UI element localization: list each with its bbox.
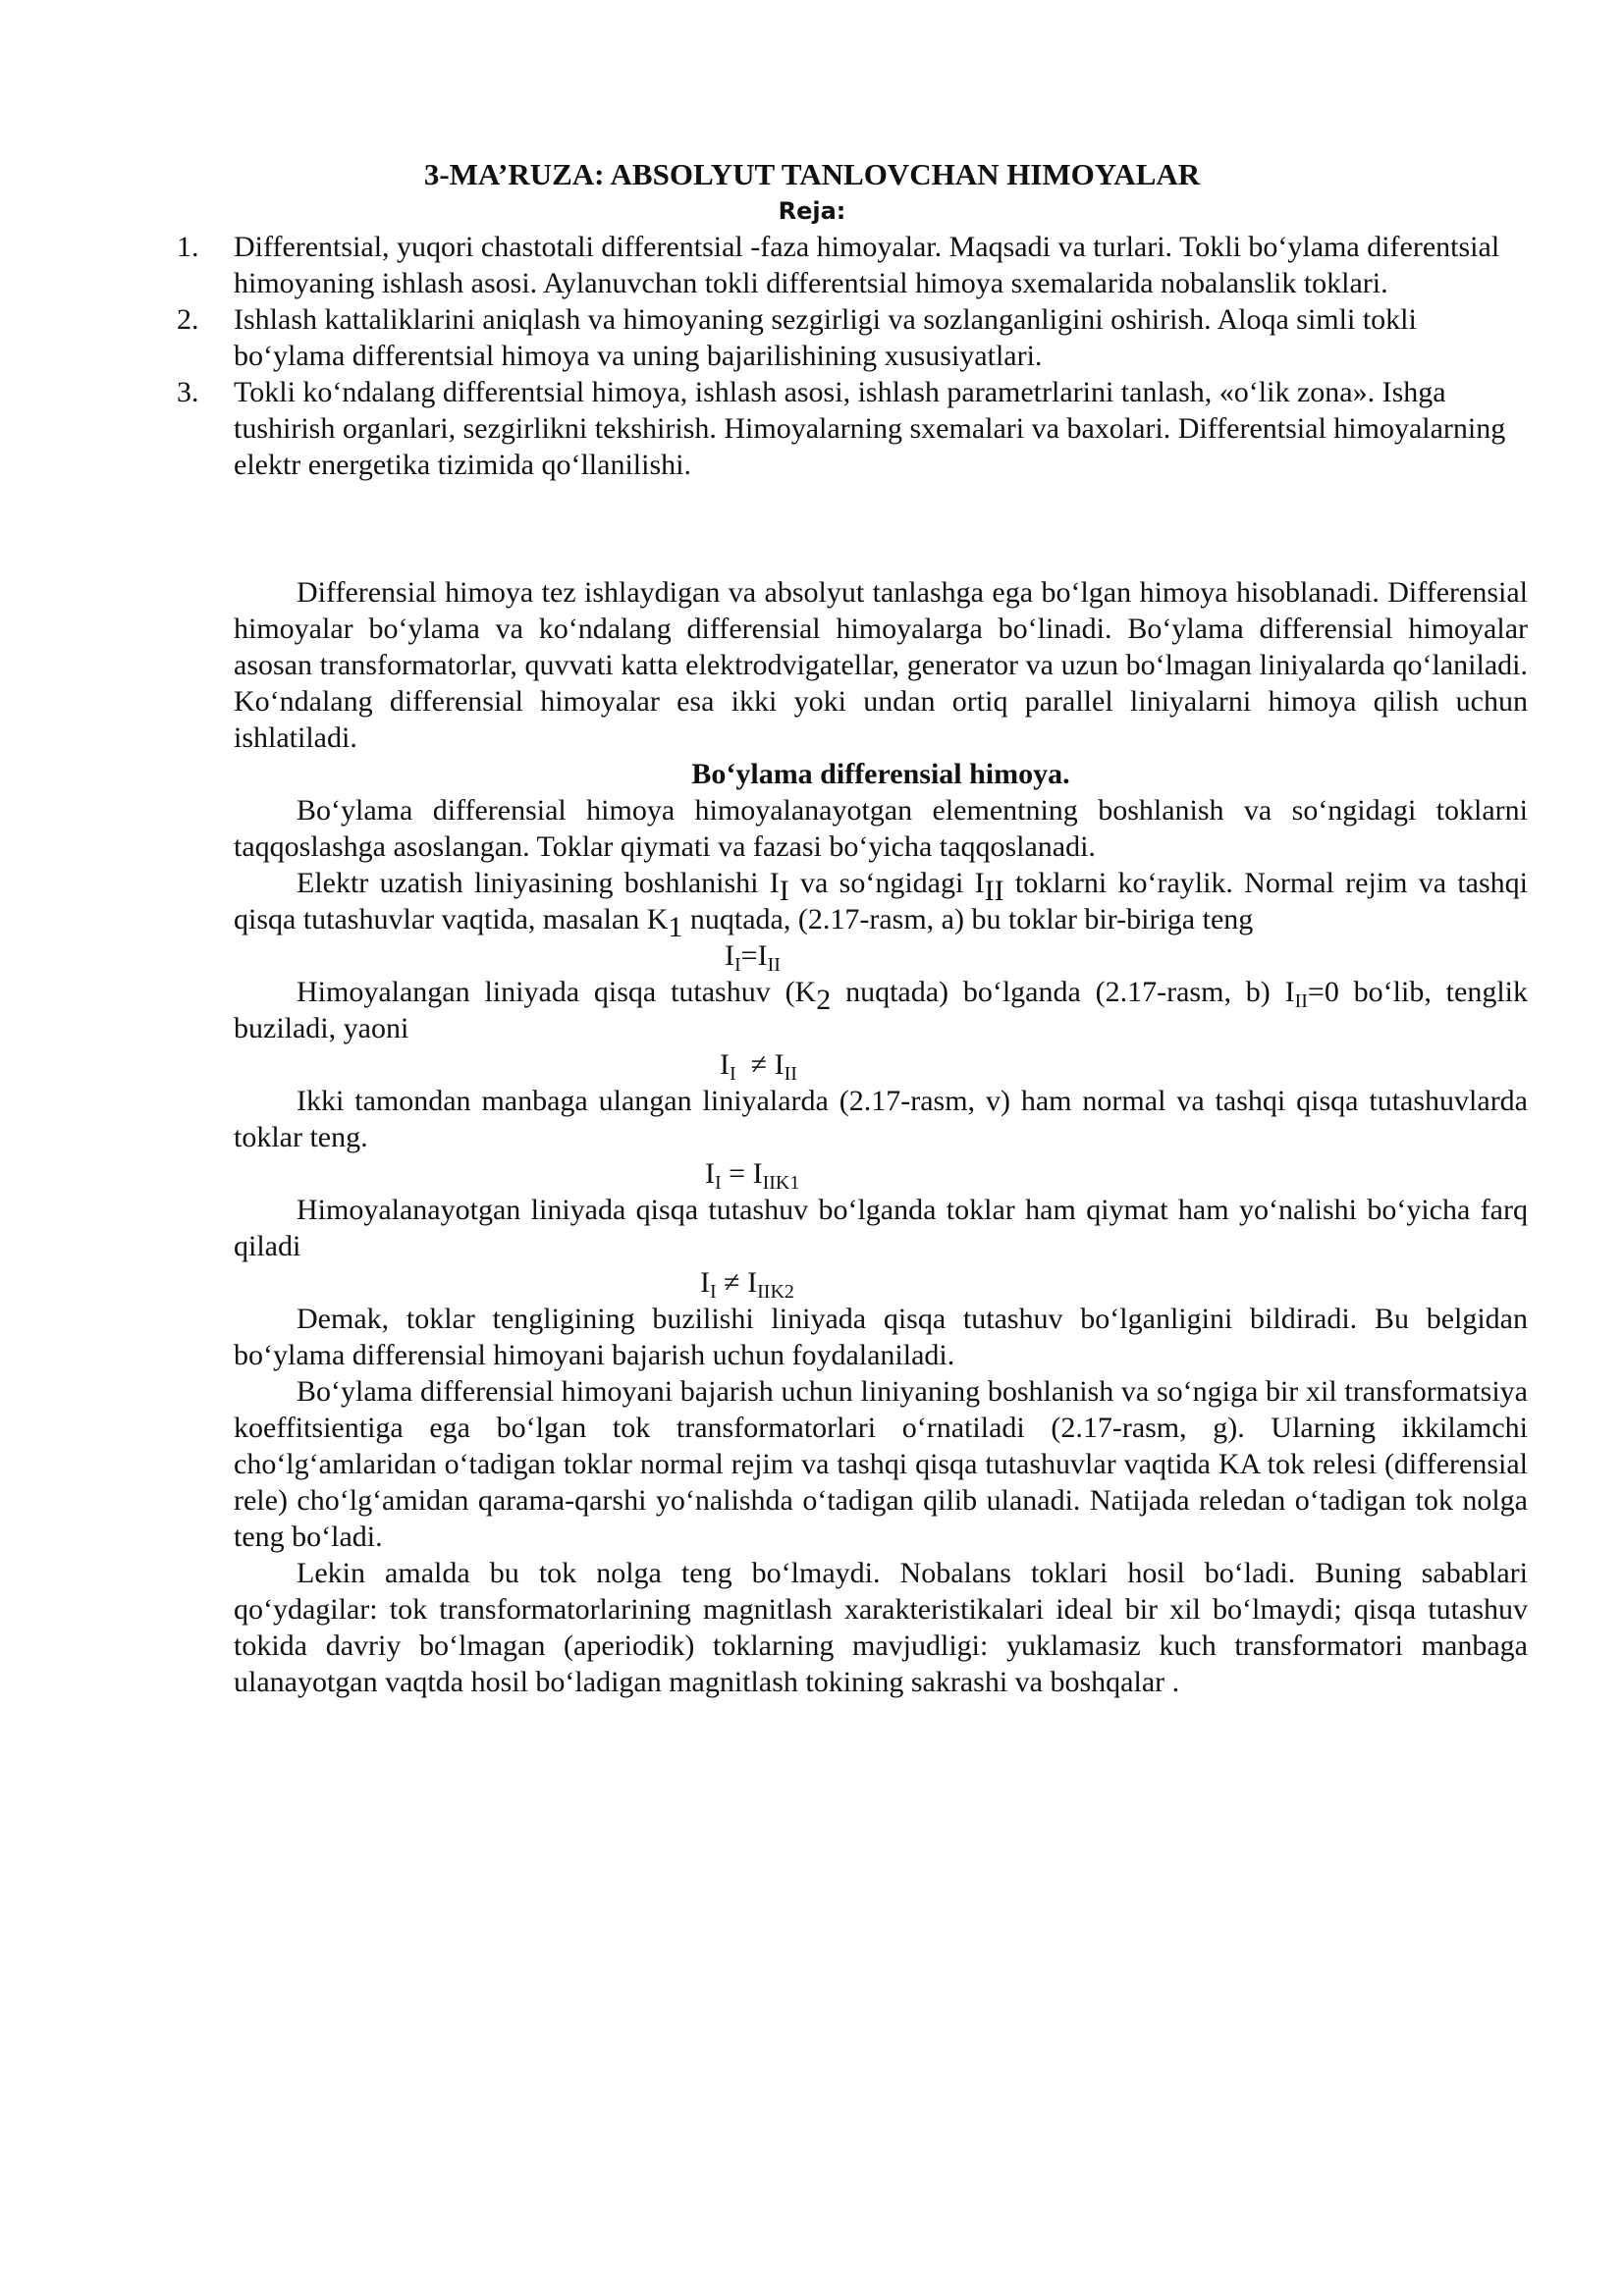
paragraph-2 xyxy=(234,865,1529,943)
paragraph-3 xyxy=(234,974,1528,1046)
subscript: IIK2 xyxy=(757,1281,794,1303)
formula-operator: ≠ xyxy=(750,1048,768,1081)
subscript: II xyxy=(767,954,781,976)
formula-symbol: I xyxy=(720,1048,730,1081)
subscript: I xyxy=(710,1281,717,1303)
plan-list xyxy=(177,229,1522,483)
text-span: va so‘ngidagi I xyxy=(788,867,985,899)
document-body xyxy=(234,574,1528,1700)
paragraph-6: Demak, toklar tengligining buzilishi liniyada qisqa tutashuv bo‘lganligini bildiradi. Bu belgidan bo‘ylama differensial himoyani bajarish uchun foydalaniladi. xyxy=(234,1303,1528,1371)
formula-4 xyxy=(234,1264,1528,1301)
text-span: toklarni ko‘raylik. Normal rejim va tashqi qisqa tutashuvlar vaqtida, masalan K xyxy=(234,867,1529,935)
formula-symbol: I xyxy=(774,1048,785,1081)
plan-item-number: 1. xyxy=(177,231,199,263)
formula-symbol: I xyxy=(747,1266,758,1299)
plan-item-text: Ishlash kattaliklarini aniqlash va himoyaning sezgirligi va sozlanganligini oshirish. Aloqa simli tokli bo‘ylama differentsial himoya va uning bajarilishining xususiyatlari. xyxy=(234,303,1417,372)
subscript: II xyxy=(784,1063,797,1085)
paragraph-5: Himoyalanayotgan liniyada qisqa tutashuv bo‘lganda toklar ham qiymat ham yo‘nalishi bo‘yicha farq qiladi xyxy=(234,1194,1528,1262)
subscript: I xyxy=(730,1063,736,1085)
formula-1 xyxy=(234,937,1528,974)
formula-operator: = xyxy=(740,939,758,972)
plan-item-number: 3. xyxy=(177,376,199,408)
formula-operator: ≠ xyxy=(724,1266,740,1299)
formula-2 xyxy=(234,1046,1528,1083)
plan-item xyxy=(177,374,1522,483)
subscript: I xyxy=(734,954,741,976)
subscript: I xyxy=(779,875,789,907)
lecture-title: 3-MA’RUZA: ABSOLYUT TANLOVCHAN HIMOYALAR xyxy=(423,157,1201,191)
text-span: Elektr uzatish liniyasining boshlanishi I xyxy=(297,867,780,899)
subscript: IIK1 xyxy=(762,1172,800,1194)
plan-item-number: 2. xyxy=(177,303,199,336)
text-span: nuqtada) bo‘lganda (2.17-rasm, b) I xyxy=(831,976,1295,1008)
paragraph-4: Ikki tamondan manbaga ulangan liniyalarda (2.17-rasm, v) ham normal va tashqi qisqa tutashuvlarda toklar teng. xyxy=(234,1085,1528,1153)
section-heading: Bo‘ylama differensial himoya. xyxy=(691,758,1070,790)
formula-symbol: I xyxy=(752,1157,763,1190)
plan-heading: Reja: xyxy=(778,197,846,225)
text-span: nuqtada, (2.17-rasm, a) bu toklar bir-biriga teng xyxy=(682,903,1254,935)
plan-item xyxy=(177,229,1522,301)
paragraph-8: Lekin amalda bu tok nolga teng bo‘lmaydi. Nobalans toklari hosil bo‘ladi. Buning sabablari qo‘ydagilar: tok transformatorlarining magnitlash xarakteristikalari ideal bir xil bo‘lmaydi; qisqa tutashuv tokida davriy bo‘lmagan (aperiodik) toklarning mavjudligi: yuklamasiz kuch transformatori manbaga ulanayotgan vaqtda hosil bo‘ladigan magnitlash tokining sakrashi va boshqalar . xyxy=(234,1557,1528,1698)
subscript: 2 xyxy=(816,984,832,1016)
formula-symbol: I xyxy=(700,1266,710,1299)
paragraph-1: Bo‘ylama differensial himoya himoyalanayotgan elementning boshlanish va so‘ngidagi toklarni taqqoslashga asoslangan. Toklar qiymati va fazasi bo‘yicha taqqoslanadi. xyxy=(234,794,1528,863)
formula-symbol: I xyxy=(757,939,768,972)
formula-operator: = xyxy=(729,1157,746,1190)
formula-symbol: I xyxy=(725,939,734,972)
subscript: 1 xyxy=(668,911,683,943)
plan-item-text: Differentsial, yuqori chastotali differentsial -faza himoyalar. Maqsadi va turlari. Tokli bo‘ylama diferentsial himoyaning ishlash asosi. Aylanuvchan tokli differentsial himoya sxemalarida nobalanslik toklari. xyxy=(234,231,1500,299)
subscript: II xyxy=(984,875,1004,907)
plan-item xyxy=(177,301,1522,374)
subscript: I xyxy=(715,1172,722,1194)
formula-symbol: I xyxy=(705,1157,715,1190)
text-span: =0 bo‘lib, tenglik buziladi, yaoni xyxy=(234,976,1528,1044)
paragraph-7: Bo‘ylama differensial himoyani bajarish uchun liniyaning boshlanish va so‘ngiga bir xil transformatsiya koeffitsientiga ega bo‘lgan tok transformatorlari o‘rnatiladi (2.17-rasm, g). Ularning ikkilamchi cho‘lg‘amlaridan o‘tadigan toklar normal rejim va tashqi qisqa tutashuvlar vaqtida KA tok relesi (differensial rele) cho‘lg‘amidan qarama-qarshi yo‘nalishda o‘tadigan qilib ulanadi. Natijada reledan o‘tadigan tok nolga teng bo‘ladi. xyxy=(234,1375,1528,1553)
subscript: II xyxy=(1294,990,1308,1012)
plan-item-text: Tokli ko‘ndalang differentsial himoya, ishlash asosi, ishlash parametrlarini tanlash, «o‘lik zona». Ishga tushirish organlari, sezgirlikni tekshirish. Himoyalarning sxemalari va baxolari. Differentsial himoyalarning elektr energetika tizimida qo‘llanilishi. xyxy=(234,376,1506,481)
formula-3 xyxy=(234,1155,1528,1192)
intro-paragraph: Differensial himoya tez ishlaydigan va absolyut tanlashga ega bo‘lgan himoya hisoblanadi. Differensial himoyalar bo‘ylama va ko‘ndalang differensial himoyalarga bo‘linadi. Bo‘ylama differensial himoyalar asosan transformatorlar, quvvati katta elektrodvigatellar, generator va uzun bo‘lmagan liniyalarda qo‘laniladi. Ko‘ndalang differensial himoyalar esa ikki yoki undan ortiq parallel liniyalarni himoya qilish uchun ishlatiladi. xyxy=(234,576,1528,754)
text-span: Himoyalangan liniyada qisqa tutashuv (K xyxy=(297,976,817,1008)
